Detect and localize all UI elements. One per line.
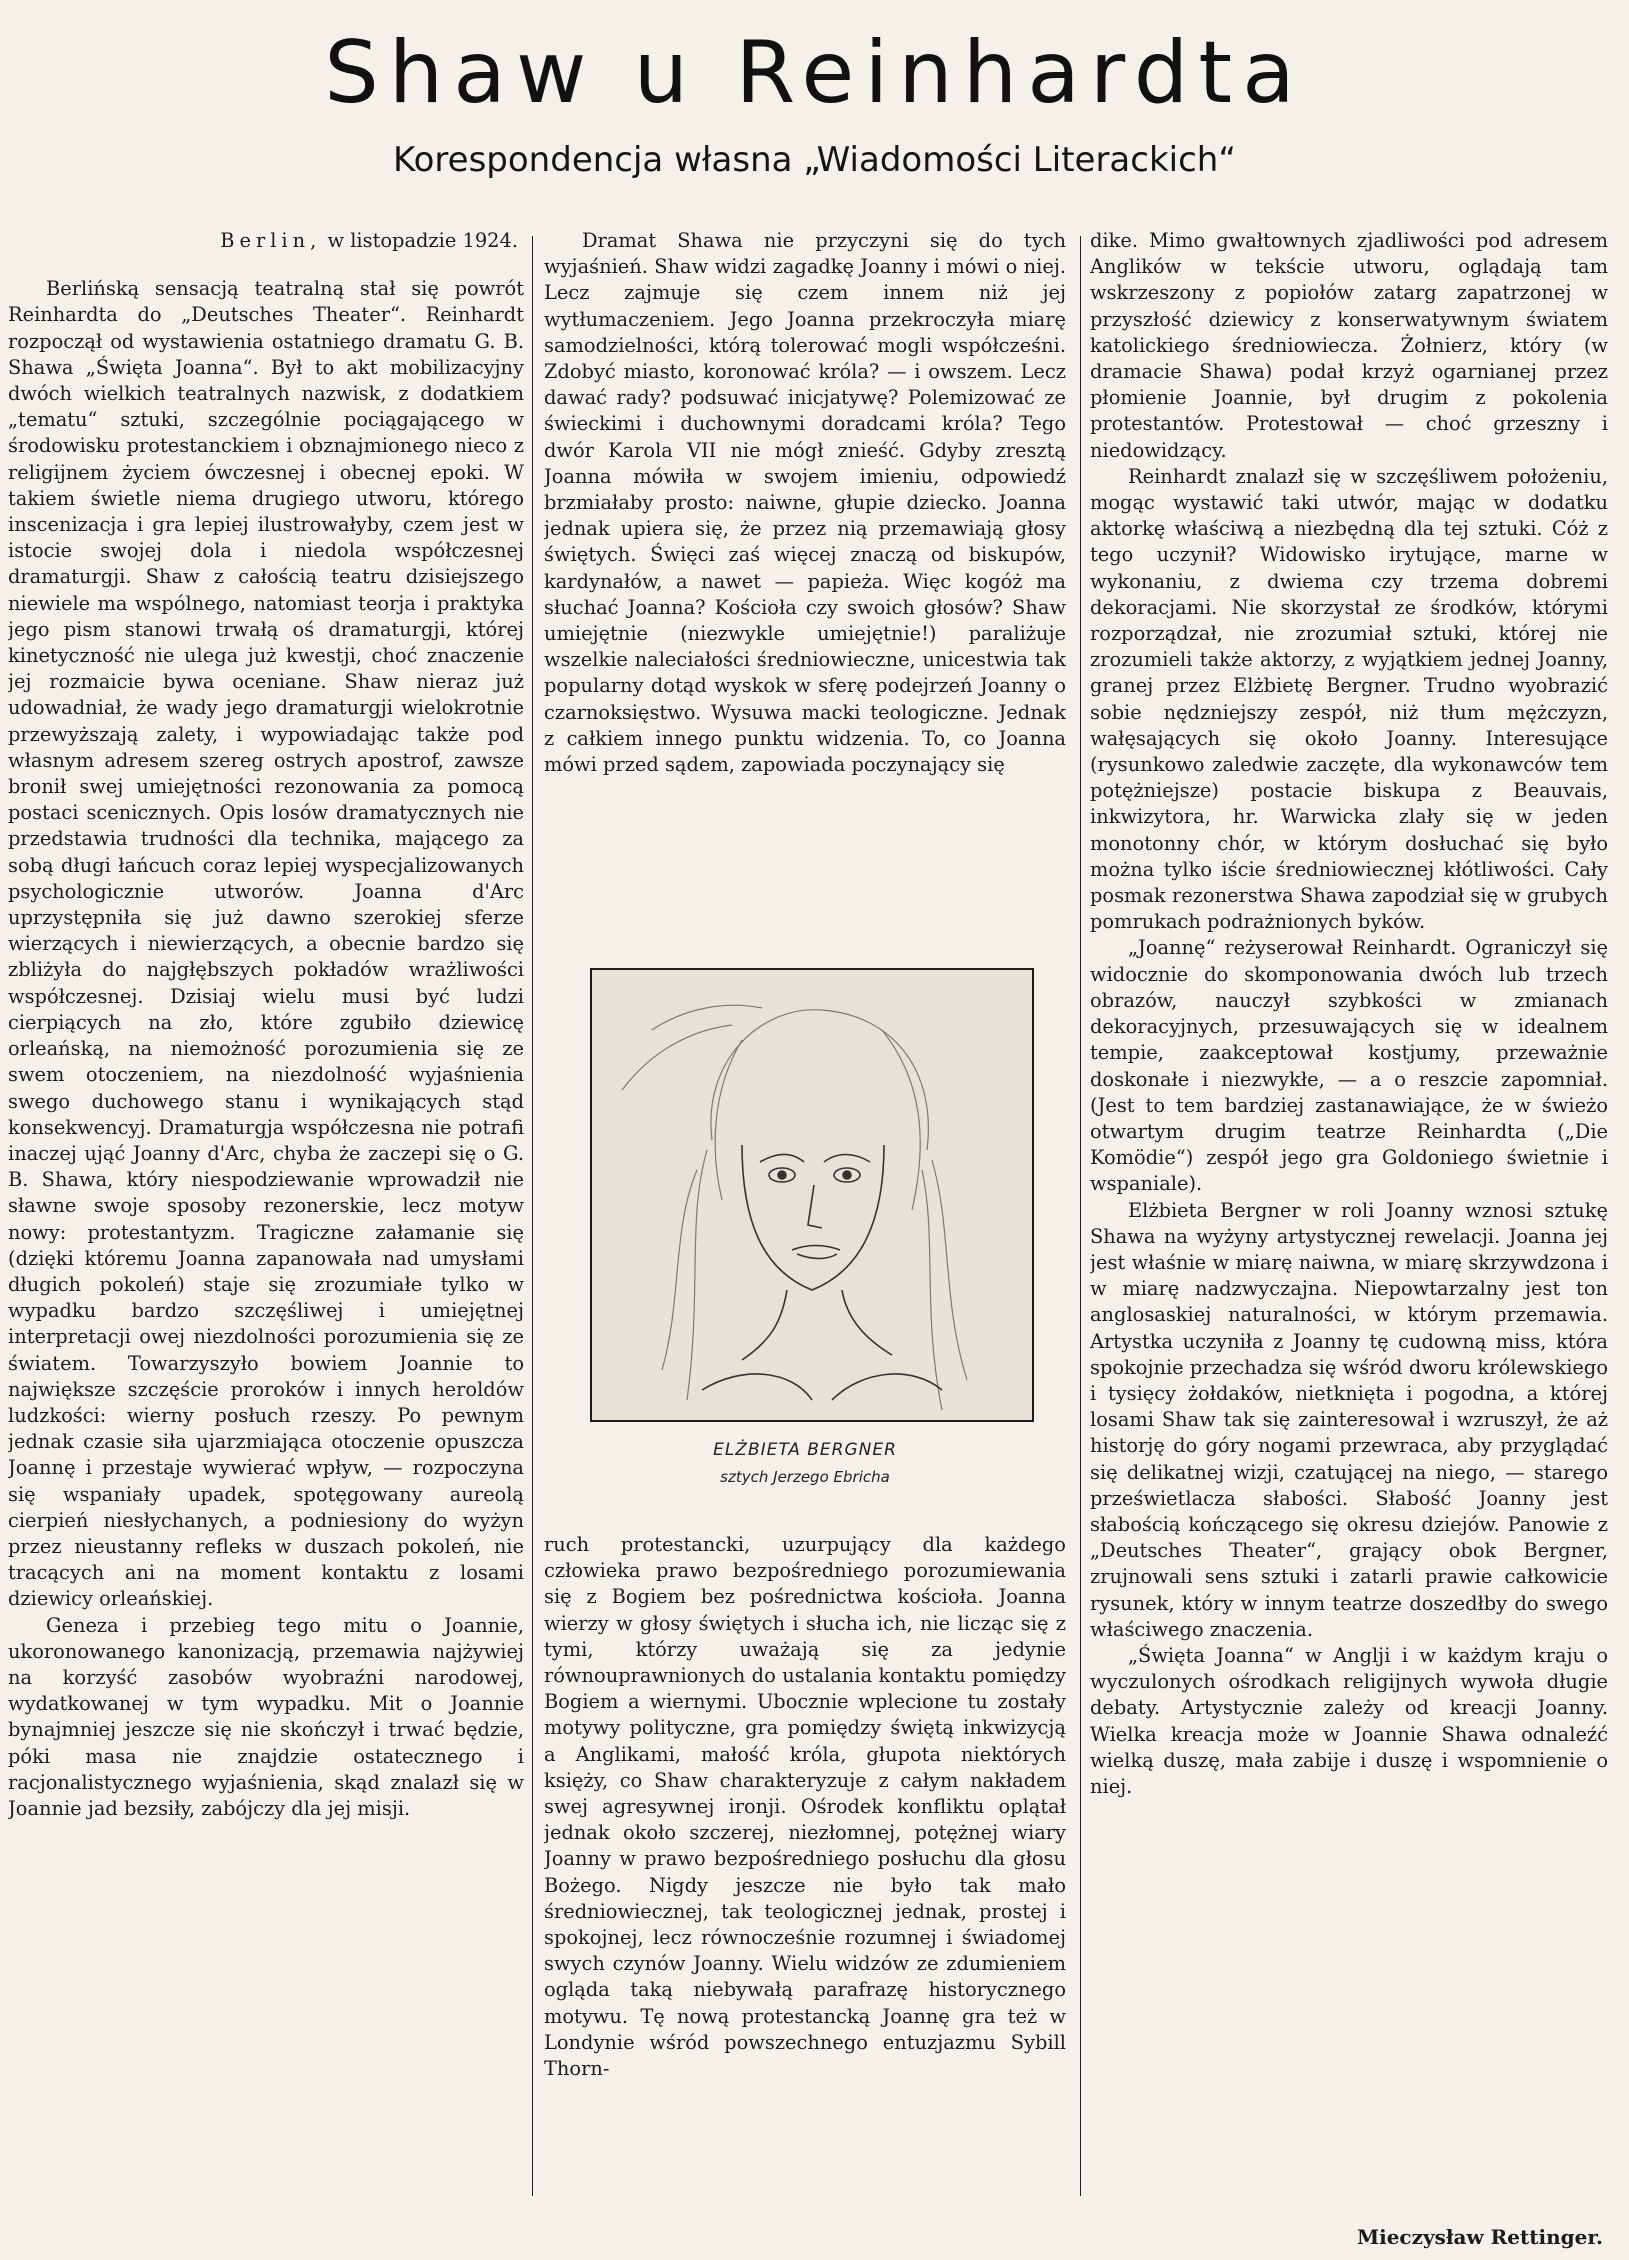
paragraph: ruch protestancki, uzurpujący dla każdego człowieka prawo bezpośredniego porozumiewania się z Bogiem bez pośrednictwa kościoła. Joanna wierzy w głosy świętych i słucha ich, nie licząc się z tymi, którzy uważają się za jedynie równouprawnionych do ustalania kontaktu pomiędzy Bogiem a wiernymi. Ubocznie wplecione tu zostały motywy polityczne, gra pomiędzy świętą inkwizycją a Anglikami, małość króla, głupota niektórych księży, co Shaw charakteryzuje z całym nakładem swej agresywnej ironji. Ośrodek konfliktu oplątał jednak około szczerej, niezłomnej, potężnej wiary Joanny w prawo bezpośredniego posłuchu dla głosu Bożego. Nigdy jeszcze nie było tak mało średniowiecznej, tak teologicznej jednak, prostej i spokojnej, lecz równocześnie rozumnej i świadomej swych czynów Joanny. Wielu widzów ze zdumieniem ogląda taką niebywałą parafrazę historycznego motywu. Tę nową protestancką Joannę gra też w Londynie wśród powszechnego entuzjazmu Sybill Thorn-: [544, 1533, 1066, 2081]
paragraph: Dramat Shawa nie przyczyni się do tych wyjaśnień. Shaw widzi zagadkę Joanny i mówi o niej. Lecz zajmuje się czem innem niż jej wytłumaczeniem. Jego Joanna przekroczyła miarę samodzielności, którą tolerować mogli współcześni. Zdobyć miasto, koronować króla? — i owszem. Lecz dawać rady? podsuwać inicjatywę? Polemizować ze świeckimi i duchownymi doradcami króla? Tego dwór Karola VII nie mógł znieść. Gdyby zresztą Joanna mówiła w swojem imieniu, odpowiedź brzmiałaby prosto: naiwne, głupie dziecko. Joanna jednak upiera się, że przez nią przemawiają głosy świętych. Święci zaś więcej znaczą od biskupów, kardynałów, a nawet — papieża. Więc kogóż ma słuchać Joanna? Kościoła czy swoich głosów? Shaw umiejętnie (niezwykle umiejętnie!) paraliżuje wszelkie naleciałości średniowieczne, unicestwia tak popularny dotąd wyskok w sferę podejrzeń Joanny o czarnoksięstwo. Wysuwa macki teologiczne. Jednak z całkiem innego punktu widzenia. To, co Joanna mówi przed sądem, zapowiada poczynający się: [544, 229, 1066, 777]
portrait-image: [590, 968, 1034, 1422]
paragraph: dike. Mimo gwałtownych zjadliwości pod adresem Anglików w tekście utworu, oglądają tam wskrzeszony z popiołów zatarg zapatrzonej w przyszłość dziewicy z konserwatywnym światem katolickiego średniowiecza. Żołnierz, który (w dramacie Shawa) podał krzyż ogarnianej przez płomienie Joannie, był drugim z pokolenia protestantów. Protestował — choć grzeszny i niedowidzący.: [1090, 229, 1608, 462]
paragraph: „Joannę“ reżyserował Reinhardt. Ograniczył się widocznie do skomponowania dwóch lub trzech obrazów, nauczył szybkości w zmianach dekoracyjnych, przesuwających się w idealnem tempie, zaakceptował kostjumy, przeważnie doskonałe i niezwykłe, — a o reszcie zapomniał. (Jest to tem bardziej zastanawiające, że w świeżo otwartym drugim teatrze Reinhardta („Die Komödie“) zespół jego gra Goldoniego świetnie i wspaniale).: [1090, 936, 1608, 1196]
paragraph: Berlińską sensacją teatralną stał się powrót Reinhardta do „Deutsches Theater“. Reinhardt rozpoczął od wystawienia ostatniego dramatu G. B. Shawa „Święta Joanna“. Był to akt mobilizacyjny dwóch wielkich teatralnych nazwisk, z dodatkiem „tematu“ sztuki, szczególnie pociągającego w środowisku protestanckiem i obznajmionego nieco z religijnem życiem ówczesnej i obecnej epoki. W takiem świetle niema drugiego utworu, którego inscenizacja i gra lepiej ilustrowałyby, czem jest w istocie swojej dola i niedola współczesnej dramaturgji. Shaw z całością teatru dzisiejszego niewiele ma wspólnego, natomiast teorja i praktyka jego pism stanowi trwałą oś dramaturgji, której kinetyczność nie ulega już kwestji, choć znaczenie jej rozmaicie bywa oceniane. Shaw nieraz już udowadniał, że wady jego dramaturgji wielokrotnie przewyższają zalety, i wypowiadając także pod własnym adresem szereg ostrych apostrof, zawsze bronił swej umiejętności rezonowania za pomocą postaci scenicznych. Opis losów dramatycznych nie przedstawia trudności dla technika, mającego za sobą długi łańcuch coraz lepiej wyspecjalizowanych psychologicznie utworów. Joanna d'Arc uprzystępniła się już dawno szerokiej sferze wierzących i niewierzących, a obecnie bardzo się zbliżyła do najgłębszych pokładów wrażliwości współczesnej. Dzisiaj wielu musi być ludzi cierpiących na zło, które zgubiło dziewicę orleańską, na niemożność porozumienia się ze swem otoczeniem, na niezdolność wyjaśnienia swego duchowego stanu i wynikających stąd konsekwencyj. Dramaturgja współczesna nie potrafi inaczej ująć Joanny d'Arc, chyba że zaczepi się o G. B. Shawa, który niespodziewanie wprowadził nie sławne swoje sposoby rezonerskie, lecz motyw nowy: protestantyzm. Tragiczne załamanie się (dzięki któremu Joanna zapanowała nad umysłami długich pokoleń) staje się zrozumiałe tylko w wypadku bardzo szczęśliwej i umiejętnej interpretacji owej niezdolności porozumienia się ze światem. Towarzyszyło bowiem Joannie to największe szczęście proroków i innych heroldów ludzkości: wierny posłuch rzeszy. Po pewnym jednak czasie siła ujarzmiająca otoczenie opuszcza Joannę i przestaje wywierać wpływ, — rozpoczyna się wspaniały upadek, spotęgowany aureolą cierpień niesłychanych, a podniesiony do wyżyn przez nieustanny refleks w duszach pokoleń, nie tracących ani na moment kontaktu z losami dziewicy orleańskiej.: [8, 277, 524, 1611]
paragraph: Elżbieta Bergner w roli Joanny wznosi sztukę Shawa na wyżyny artystycznej rewelacji. Joanna jej jest właśnie w miarę naiwna, w miarę skrzywdzona i w miarę nadzwyczajna. Niepowtarzalny jest ton anglosaskiej naturalności, w którym przemawia. Artystka uczyniła z Joanny tę cudowną miss, która spokojnie przechadza się wśród dworu królewskiego i tysięcy żołdaków, nietknięta i pogodna, a której losami Shaw tak się zainteresował i wzruszył, że aż historję do góry nogami przewraca, aby przyglądać się delikatnej wizji, czatującej na niego, — starego prześwietlacza słabości. Słabość Joanny jest słabością kończącego się okresu dziejów. Panowie z „Deutsches Theater“, grający obok Bergner, zrujnowali sens sztuki i zatarli prawie całkowicie rysunek, który w innym teatrze doszedłby do swego właściwego znaczenia.: [1090, 1198, 1608, 1641]
page-title: Shaw u Reinhardta: [324, 23, 1305, 123]
dateline-date: w listopadzie 1924.: [327, 229, 518, 252]
column-2-top: [544, 228, 1066, 948]
column-rule-right: [1080, 236, 1081, 2196]
portrait-sketch: [592, 970, 1032, 1420]
column-1: [8, 228, 524, 2238]
dateline: [8, 228, 524, 254]
portrait-caption-credit: sztych Jerzego Ebricha: [720, 1468, 890, 1486]
subtitle: Korespondencja własna „Wiadomości Literackich“: [393, 140, 1236, 180]
column-rule-left: [532, 236, 533, 2196]
portrait-caption-name: ELŻBIETA BERGNER: [713, 1440, 897, 1460]
column-2-bottom: [544, 1532, 1066, 2212]
paragraph: Geneza i przebieg tego mitu o Joannie, ukoronowanego kanonizacją, przemawia najżywiej na korzyść zasobów wyobraźni narodowej, wydatkowanej w tym wypadku. Mit o Joannie bynajmniej jeszcze się nie skończył i trwać będzie, póki masa nie znajdzie ostatecznego i racjonalistycznego wyjaśnienia, skąd znalazł się w Joannie jad bezsiły, zabójczy dla jej misji.: [8, 1613, 524, 1820]
column-3: [1090, 228, 1608, 2138]
dateline-city: Berlin,: [220, 229, 322, 252]
paragraph: Reinhardt znalazł się w szczęśliwem położeniu, mogąc wystawić taki utwór, mając w dodatku aktorkę właściwą a niezbędną dla tej sztuki. Cóż z tego uczynił? Widowisko irytujące, marne w wykonaniu, z dwiema czy trzema dobremi dekoracjami. Nie skorzystał ze środków, którymi rozporządzał, nie zrozumiał sztuki, której nie zrozumieli także aktorzy, z wyjątkiem jednej Joanny, granej przez Elżbietę Bergner. Trudno wyobrazić sobie nędzniejszy zespół, niż tłum mężczyzn, wałęsających się około Joanny. Interesujące (rysunkowo zaledwie zaczęte, dla wykonawców tem potężniejsze) postacie biskupa z Beauvais, inkwizytora, hr. Warwicka zlały się w jeden monotonny chór, w którym dosłuchać się było można tylko iście średniowiecznej kłótliwości. Cały posmak rezonerstwa Shawa zapodział się w grubych pomrukach podrażnionych byków.: [1090, 464, 1608, 934]
paragraph: „Święta Joanna“ w Anglji i w każdym kraju o wyczulonych ośrodkach religijnych wywoła długie debaty. Artystycznie zależy od kreacji Joanny. Wielka kreacja może w Joannie Shawa odnaleźć wielką duszę, mała zabije i duszę i wspomnienie o niej.: [1090, 1643, 1608, 1798]
author-signature: Mieczysław Rettinger.: [1356, 2225, 1603, 2249]
